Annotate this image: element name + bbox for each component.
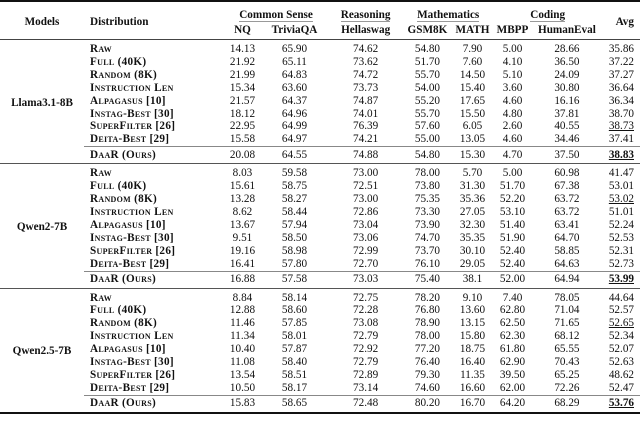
cell-triviaqa: 65.90 xyxy=(281,43,308,55)
method-name: Raw xyxy=(90,43,112,55)
cell-math: 13.05 xyxy=(459,133,486,146)
table-row xyxy=(0,343,640,356)
method-name: DaaR (Ours) xyxy=(84,147,224,164)
cell-nq: 15.34 xyxy=(229,81,256,94)
cell-mbpp: 2.60 xyxy=(502,120,523,133)
cell-math: 35.36 xyxy=(459,193,486,206)
cell-avg: 52.65 xyxy=(608,317,634,330)
cell-math: 16.70 xyxy=(452,395,494,413)
cell-hellaswag: 73.62 xyxy=(353,55,379,68)
cell-humaneval: 72.26 xyxy=(554,381,580,394)
cell-nq: 20.08 xyxy=(224,147,261,164)
method-name: Instag-Best [30] xyxy=(90,107,174,120)
cell-avg: 52.47 xyxy=(608,381,634,394)
cell-mbpp: 4.10 xyxy=(502,55,523,68)
cell-hellaswag: 74.87 xyxy=(353,94,379,107)
cell-nq: 8.03 xyxy=(224,164,261,180)
cell-mbpp: 52.00 xyxy=(493,271,532,288)
cell-mbpp: 51.70 xyxy=(499,180,526,193)
cell-nq: 13.67 xyxy=(229,218,256,231)
cell-nq: 13.28 xyxy=(229,193,256,206)
cell-nq: 9.51 xyxy=(232,231,253,244)
cell-nq: 11.34 xyxy=(230,330,255,343)
table-row xyxy=(0,356,640,369)
cell-avg: 37.41 xyxy=(608,133,634,146)
method-name: Random (8K) xyxy=(90,193,158,206)
cell-avg: 41.47 xyxy=(602,164,640,180)
cell-avg: 37.27 xyxy=(608,68,634,81)
cell-hellaswag: 72.86 xyxy=(353,205,379,218)
cell-hellaswag: 73.00 xyxy=(328,164,403,180)
cell-mbpp: 4.60 xyxy=(502,94,523,107)
cell-nq: 15.61 xyxy=(229,180,256,193)
header-triviaqa: TriviaQA xyxy=(261,22,328,40)
cell-gsm8k: 57.60 xyxy=(414,120,441,133)
cell-nq: 12.88 xyxy=(229,304,256,317)
model-name: Qwen2-7B xyxy=(0,164,84,288)
cell-mbpp: 62.90 xyxy=(499,356,526,369)
cell-math: 16.40 xyxy=(459,356,486,369)
cell-math: 14.50 xyxy=(459,68,486,81)
cell-triviaqa: 58.51 xyxy=(281,368,308,381)
cell-hellaswag: 73.08 xyxy=(353,317,379,330)
cell-avg: 35.86 xyxy=(608,43,634,55)
cell-math: 18.75 xyxy=(459,343,486,356)
cell-nq: 14.13 xyxy=(229,43,256,55)
cell-triviaqa: 58.27 xyxy=(281,193,308,206)
table-row xyxy=(0,82,640,95)
cell-math: 13.60 xyxy=(459,304,486,317)
cell-mbpp: 5.00 xyxy=(502,43,523,55)
cell-gsm8k: 54.80 xyxy=(403,147,452,164)
table-row xyxy=(0,180,640,193)
method-name: Full (40K) xyxy=(90,180,147,193)
cell-humaneval: 63.41 xyxy=(554,218,580,231)
cell-hellaswag: 73.04 xyxy=(353,218,379,231)
cell-mbpp: 64.20 xyxy=(493,395,532,413)
cell-mbpp: 3.60 xyxy=(502,81,523,94)
cell-mbpp: 62.80 xyxy=(499,304,526,317)
cell-triviaqa: 57.85 xyxy=(281,317,308,330)
cell-avg: 53.76 xyxy=(602,395,640,413)
cell-triviaqa: 57.94 xyxy=(281,218,308,231)
cell-humaneval: 16.16 xyxy=(554,94,580,107)
cell-avg: 38.83 xyxy=(602,147,640,164)
cell-humaneval: 37.81 xyxy=(554,107,580,120)
cell-nq: 21.92 xyxy=(229,55,256,68)
cell-triviaqa: 57.58 xyxy=(261,271,328,288)
cell-mbpp: 4.80 xyxy=(502,107,523,120)
cell-hellaswag: 73.03 xyxy=(328,271,403,288)
cell-avg: 52.31 xyxy=(608,244,634,257)
cell-humaneval: 64.63 xyxy=(554,257,580,270)
cell-math: 5.70 xyxy=(452,164,494,180)
cell-gsm8k: 75.40 xyxy=(403,271,452,288)
cell-avg: 51.01 xyxy=(608,205,634,218)
method-name: SuperFilter [26] xyxy=(90,368,176,381)
cell-hellaswag: 72.28 xyxy=(353,304,379,317)
header-group-mathematics xyxy=(403,1,493,22)
method-name: Alpagasus [10] xyxy=(90,343,166,356)
cell-gsm8k: 79.30 xyxy=(414,368,441,381)
cell-hellaswag: 74.21 xyxy=(353,133,379,146)
table-row xyxy=(0,304,640,317)
header-group-label: Common Sense xyxy=(239,9,313,22)
cell-avg: 44.64 xyxy=(602,288,640,304)
cell-mbpp: 62.30 xyxy=(499,330,526,343)
cell-avg: 52.63 xyxy=(608,356,634,369)
cell-mbpp: 39.50 xyxy=(499,368,526,381)
table-row xyxy=(0,288,640,304)
cell-nq: 8.62 xyxy=(232,205,253,218)
header-gsm8k: GSM8K xyxy=(403,22,452,40)
header-nq: NQ xyxy=(224,22,261,40)
method-name: Instag-Best [30] xyxy=(90,356,174,369)
cell-mbpp: 5.10 xyxy=(502,68,523,81)
cell-humaneval: 64.94 xyxy=(532,271,602,288)
cell-humaneval: 70.43 xyxy=(554,356,580,369)
cell-math: 32.30 xyxy=(459,218,486,231)
cell-triviaqa: 59.58 xyxy=(261,164,328,180)
cell-hellaswag: 74.72 xyxy=(353,68,379,81)
header-math: MATH xyxy=(452,22,494,40)
table-row xyxy=(0,108,640,121)
table-row xyxy=(0,369,640,382)
cell-humaneval: 24.09 xyxy=(554,68,580,81)
table-row-ours xyxy=(0,395,640,413)
cell-nq: 15.83 xyxy=(224,395,261,413)
cell-gsm8k: 55.70 xyxy=(414,68,441,81)
cell-humaneval: 30.80 xyxy=(554,81,580,94)
cell-mbpp: 5.00 xyxy=(493,164,532,180)
header-avg: Avg xyxy=(602,1,640,40)
header-group-reasoning xyxy=(328,1,403,22)
cell-gsm8k: 73.70 xyxy=(414,244,441,257)
cell-humaneval: 60.98 xyxy=(532,164,602,180)
method-name: Deita-Best [29] xyxy=(90,381,170,394)
cell-humaneval: 36.50 xyxy=(554,55,580,68)
cell-avg: 52.07 xyxy=(608,343,634,356)
header-distribution: Distribution xyxy=(84,1,224,40)
cell-math: 7.90 xyxy=(462,43,483,55)
table-row xyxy=(0,317,640,330)
method-name: SuperFilter [26] xyxy=(90,244,176,257)
table-row xyxy=(0,382,640,395)
method-name: Instruction Len xyxy=(90,330,174,343)
cell-nq: 18.12 xyxy=(229,107,256,120)
cell-humaneval: 68.12 xyxy=(554,330,580,343)
method-name: Deita-Best [29] xyxy=(90,257,170,270)
cell-humaneval: 63.72 xyxy=(554,205,580,218)
cell-hellaswag: 76.39 xyxy=(353,120,379,133)
table-row xyxy=(0,120,640,133)
cell-gsm8k: 54.80 xyxy=(414,43,441,55)
table-row xyxy=(0,95,640,108)
cell-hellaswag: 72.89 xyxy=(353,368,379,381)
header-models: Models xyxy=(0,1,84,40)
cell-math: 29.05 xyxy=(459,257,486,270)
cell-math: 9.10 xyxy=(452,288,494,304)
cell-nq: 21.99 xyxy=(229,68,256,81)
header-humaneval: HumanEval xyxy=(532,22,602,40)
cell-avg: 53.99 xyxy=(602,271,640,288)
cell-mbpp: 62.50 xyxy=(499,317,526,330)
cell-nq: 19.16 xyxy=(229,244,256,257)
cell-math: 38.1 xyxy=(452,271,494,288)
cell-hellaswag: 72.48 xyxy=(328,395,403,413)
cell-gsm8k: 76.80 xyxy=(414,304,441,317)
cell-mbpp: 62.00 xyxy=(499,381,526,394)
cell-avg: 52.24 xyxy=(608,218,634,231)
cell-nq: 21.57 xyxy=(229,94,256,107)
cell-mbpp: 4.60 xyxy=(502,133,523,146)
cell-avg: 52.73 xyxy=(608,257,634,270)
cell-math: 31.30 xyxy=(459,180,486,193)
results-body xyxy=(0,40,640,413)
method-name: DaaR (Ours) xyxy=(84,395,224,413)
cell-math: 13.15 xyxy=(459,317,486,330)
cell-gsm8k: 78.00 xyxy=(403,164,452,180)
table-row-ours xyxy=(0,147,640,164)
method-name: Full (40K) xyxy=(90,304,147,317)
cell-humaneval: 65.25 xyxy=(554,368,580,381)
cell-gsm8k: 73.90 xyxy=(414,218,441,231)
cell-avg: 36.64 xyxy=(608,81,634,94)
table-row xyxy=(0,164,640,180)
table-row xyxy=(0,245,640,258)
header-group-label: Coding xyxy=(530,9,566,22)
cell-avg: 48.62 xyxy=(608,368,634,381)
header-group-label: Mathematics xyxy=(417,9,480,22)
cell-hellaswag: 72.79 xyxy=(353,330,379,343)
table-row xyxy=(0,133,640,146)
cell-triviaqa: 64.99 xyxy=(281,120,308,133)
cell-mbpp: 53.10 xyxy=(499,205,526,218)
cell-triviaqa: 58.75 xyxy=(281,180,308,193)
cell-triviaqa: 57.87 xyxy=(281,343,308,356)
cell-hellaswag: 73.73 xyxy=(353,81,379,94)
header-hellaswag: Hellaswag xyxy=(328,22,403,40)
cell-math: 16.60 xyxy=(459,381,486,394)
cell-nq: 11.46 xyxy=(230,317,255,330)
cell-nq: 13.54 xyxy=(229,368,256,381)
cell-triviaqa: 58.17 xyxy=(281,381,308,394)
cell-hellaswag: 74.01 xyxy=(353,107,379,120)
cell-humaneval: 28.66 xyxy=(554,43,580,55)
method-name: Instag-Best [30] xyxy=(90,231,174,244)
cell-triviaqa: 57.80 xyxy=(281,257,308,270)
cell-triviaqa: 58.50 xyxy=(281,231,308,244)
cell-gsm8k: 78.90 xyxy=(414,317,441,330)
cell-humaneval: 34.46 xyxy=(554,133,580,146)
cell-gsm8k: 55.20 xyxy=(414,94,441,107)
cell-hellaswag: 73.00 xyxy=(353,193,379,206)
cell-mbpp: 7.40 xyxy=(493,288,532,304)
header-group-coding xyxy=(493,1,602,22)
method-name: Random (8K) xyxy=(90,317,158,330)
cell-gsm8k: 54.00 xyxy=(414,81,441,94)
cell-humaneval: 68.29 xyxy=(532,395,602,413)
cell-triviaqa: 58.60 xyxy=(281,304,308,317)
method-name: Raw xyxy=(84,164,224,180)
cell-gsm8k: 78.00 xyxy=(414,330,441,343)
cell-humaneval: 65.55 xyxy=(554,343,580,356)
cell-triviaqa: 64.97 xyxy=(281,133,308,146)
cell-nq: 15.58 xyxy=(229,133,256,146)
cell-math: 17.65 xyxy=(459,94,486,107)
cell-nq: 10.40 xyxy=(229,343,256,356)
cell-triviaqa: 58.40 xyxy=(281,356,308,369)
table-row xyxy=(0,330,640,343)
cell-math: 30.10 xyxy=(459,244,486,257)
method-name: SuperFilter [26] xyxy=(90,120,176,133)
cell-gsm8k: 78.20 xyxy=(403,288,452,304)
cell-hellaswag: 72.92 xyxy=(353,343,379,356)
cell-nq: 11.08 xyxy=(230,356,255,369)
cell-math: 15.40 xyxy=(459,81,486,94)
cell-gsm8k: 74.70 xyxy=(414,231,441,244)
table-row xyxy=(0,206,640,219)
cell-gsm8k: 51.70 xyxy=(414,55,441,68)
cell-triviaqa: 58.01 xyxy=(281,330,308,343)
table-row xyxy=(0,56,640,69)
method-name: Instruction Len xyxy=(90,81,174,94)
cell-math: 7.60 xyxy=(462,55,483,68)
cell-math: 27.05 xyxy=(459,205,486,218)
header-group-label: Reasoning xyxy=(340,9,391,22)
cell-hellaswag: 74.62 xyxy=(353,43,379,55)
cell-mbpp: 51.40 xyxy=(499,218,526,231)
cell-avg: 38.70 xyxy=(608,107,634,120)
cell-mbpp: 52.40 xyxy=(499,257,526,270)
cell-gsm8k: 77.20 xyxy=(414,343,441,356)
cell-mbpp: 4.70 xyxy=(493,147,532,164)
cell-gsm8k: 73.80 xyxy=(414,180,441,193)
cell-nq: 22.95 xyxy=(229,120,256,133)
cell-hellaswag: 72.75 xyxy=(328,288,403,304)
cell-gsm8k: 74.60 xyxy=(414,381,441,394)
cell-avg: 53.01 xyxy=(608,180,634,193)
cell-triviaqa: 65.11 xyxy=(282,55,307,68)
cell-hellaswag: 73.14 xyxy=(353,381,379,394)
cell-hellaswag: 72.51 xyxy=(353,180,379,193)
cell-avg: 38.73 xyxy=(608,120,634,133)
cell-hellaswag: 72.79 xyxy=(353,356,379,369)
method-name: Random (8K) xyxy=(90,68,158,81)
cell-triviaqa: 58.98 xyxy=(281,244,308,257)
cell-nq: 16.41 xyxy=(229,257,256,270)
method-name: Alpagasus [10] xyxy=(90,94,166,107)
cell-humaneval: 78.05 xyxy=(532,288,602,304)
cell-triviaqa: 64.96 xyxy=(281,107,308,120)
cell-mbpp: 61.80 xyxy=(499,343,526,356)
cell-gsm8k: 80.20 xyxy=(403,395,452,413)
model-name: Llama3.1-8B xyxy=(11,96,73,109)
cell-triviaqa: 58.65 xyxy=(261,395,328,413)
cell-hellaswag: 74.88 xyxy=(328,147,403,164)
header-mbpp: MBPP xyxy=(493,22,532,40)
cell-math: 11.35 xyxy=(460,368,485,381)
method-name: Raw xyxy=(84,288,224,304)
cell-triviaqa: 58.44 xyxy=(281,205,308,218)
cell-avg: 53.02 xyxy=(608,193,634,206)
cell-humaneval: 40.55 xyxy=(554,120,580,133)
cell-gsm8k: 55.00 xyxy=(414,133,441,146)
cell-humaneval: 58.85 xyxy=(554,244,580,257)
cell-avg: 52.34 xyxy=(608,330,634,343)
cell-humaneval: 71.04 xyxy=(554,304,580,317)
cell-math: 6.05 xyxy=(462,120,483,133)
cell-mbpp: 51.90 xyxy=(499,231,526,244)
cell-hellaswag: 72.99 xyxy=(353,244,379,257)
cell-hellaswag: 73.06 xyxy=(353,231,379,244)
cell-avg: 52.57 xyxy=(608,304,634,317)
table-row xyxy=(0,40,640,56)
model-name: Qwen2.5-7B xyxy=(0,288,84,413)
cell-gsm8k: 73.30 xyxy=(414,205,441,218)
cell-humaneval: 64.70 xyxy=(554,231,580,244)
cell-mbpp: 52.20 xyxy=(499,193,526,206)
cell-hellaswag: 72.70 xyxy=(353,257,379,270)
cell-triviaqa: 64.37 xyxy=(281,94,308,107)
header-group-common-sense xyxy=(224,1,328,22)
cell-nq: 16.88 xyxy=(224,271,261,288)
cell-triviaqa: 64.55 xyxy=(261,147,328,164)
cell-math: 15.50 xyxy=(459,107,486,120)
cell-math: 15.80 xyxy=(459,330,486,343)
table-row xyxy=(0,258,640,271)
cell-gsm8k: 76.40 xyxy=(414,356,441,369)
cell-triviaqa: 63.60 xyxy=(281,81,308,94)
cell-gsm8k: 76.10 xyxy=(414,257,441,270)
cell-gsm8k: 55.70 xyxy=(414,107,441,120)
table-row xyxy=(0,193,640,206)
cell-humaneval: 63.72 xyxy=(554,193,580,206)
method-name: Alpagasus [10] xyxy=(90,218,166,231)
method-name: Instruction Len xyxy=(90,205,174,218)
cell-humaneval: 67.38 xyxy=(554,180,580,193)
table-row-ours xyxy=(0,271,640,288)
cell-math: 15.30 xyxy=(452,147,494,164)
cell-avg: 36.34 xyxy=(608,94,634,107)
method-name: DaaR (Ours) xyxy=(84,271,224,288)
cell-mbpp: 52.40 xyxy=(499,244,526,257)
table-row xyxy=(0,69,640,82)
cell-humaneval: 37.50 xyxy=(532,147,602,164)
cell-math: 35.35 xyxy=(459,231,486,244)
cell-triviaqa: 64.83 xyxy=(281,68,308,81)
method-name: Deita-Best [29] xyxy=(90,133,170,146)
cell-humaneval: 71.65 xyxy=(554,317,580,330)
cell-gsm8k: 75.35 xyxy=(414,193,441,206)
method-name: Full (40K) xyxy=(90,55,147,68)
cell-avg: 52.53 xyxy=(608,231,634,244)
cell-avg: 37.22 xyxy=(608,55,634,68)
cell-nq: 10.50 xyxy=(229,381,256,394)
table-row xyxy=(0,219,640,232)
cell-triviaqa: 58.14 xyxy=(261,288,328,304)
cell-nq: 8.84 xyxy=(224,288,261,304)
table-row xyxy=(0,232,640,245)
